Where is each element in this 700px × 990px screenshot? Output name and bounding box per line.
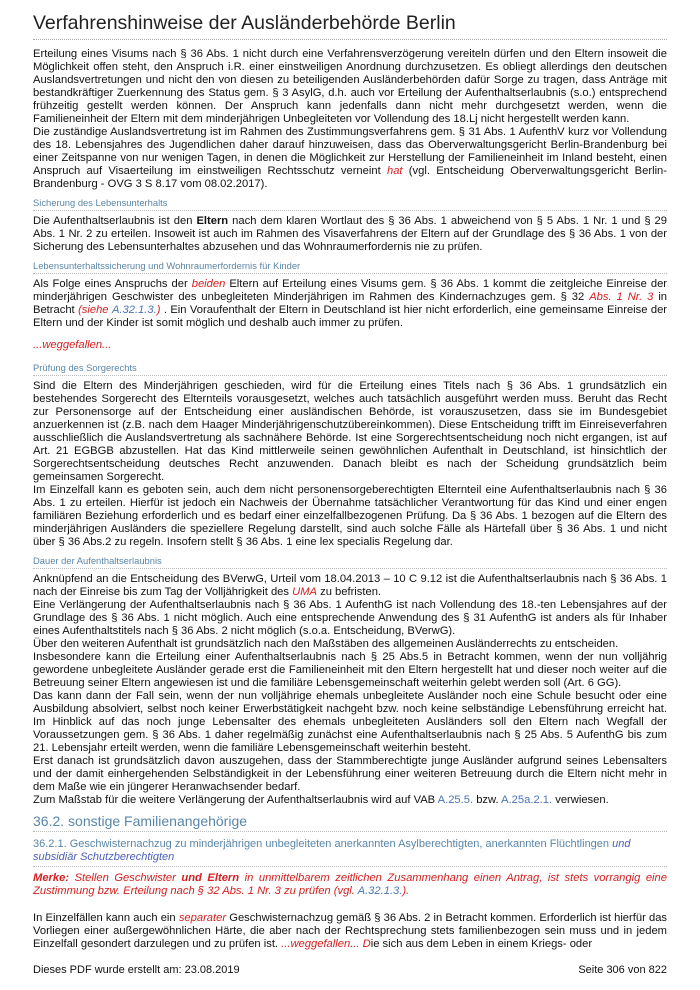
bold-text: und Eltern (181, 872, 240, 884)
removed-note: ...weggefallen... (33, 339, 112, 351)
paragraph (33, 278, 667, 330)
subheading-wohnraum: Lebensunterhaltssicherung und Wohnraumerfordernis für Kinder (33, 260, 667, 274)
text: . Ein Voraufenthalt der Eltern in Deutschland ist hier nicht erforderlich, eine gemeinsame Einreise der Eltern und der Kinder ist somit möglich und deshalb auch immer zu prüfen. (33, 304, 668, 329)
red-text: ) (156, 304, 161, 316)
text: zu befristen. (320, 586, 382, 598)
link-a25a-2-1[interactable]: A.25a.2.1. (501, 794, 553, 806)
link-a32-1-3[interactable]: A.32.1.3. (111, 304, 157, 316)
text: in unmittelbarem zeitlichen Zusammenhang einen Antrag, ist stets vorrangig eine Zustimmung bzw. Erteilung nach § 32 Abs. 1 Nr. 3 zu prüfen (vgl. (33, 872, 667, 897)
text: in Betracht (33, 291, 668, 316)
link-a25-5[interactable]: A.25.5. (437, 794, 474, 806)
section-heading: 36.2. sonstige Familienangehörige (33, 813, 667, 832)
red-text: UMA (292, 586, 317, 598)
text: Geschwisternachzug gemäß § 36 Abs. 2 in Betracht kommen. Erforderlich ist hierfür das Vorliegen einer außergewöhnlichen Härte, die aber nach der Rechtsprechung stets familienbezogen sein muss und in jedem Einzelfall gesondert darzulegen und zu prüfen ist. (33, 912, 668, 950)
text: Stellen Geschwister (74, 872, 176, 884)
subheading-lebensunterhalt: Sicherung des Lebensunterhalts (33, 197, 667, 211)
paragraph (33, 573, 667, 599)
bold-text: Eltern (196, 215, 229, 227)
text: Die zuständige Auslandsvertretung ist im Rahmen des Zustimmungsverfahrens gem. § 31 Abs. 1 AufenthV kurz vor Vollendung des 18. Lebensjahres des Jugendlichen daher darauf hinzuweisen, dass das Oberverwaltungsgericht Berlin-Brandenburg bei einer Zeitspanne von nur wenigen Tagen, in denen die Möglichkeit zur Herstellung der Familieneinheit im Inland besteht, einen Anspruch auf Visaerteilung im einstweiligen Rechtsschutz verneint (33, 126, 667, 177)
paragraph (33, 126, 667, 191)
page-title: Verfahrenshinweise der Ausländerbehörde Berlin (33, 12, 667, 40)
paragraph: Eine Verlängerung der Aufenthaltserlaubnis nach § 36 Abs. 1 AufenthG ist nach Vollendung des 18.-ten Lebensjahres auf der Grundlage des § 36 Abs. 1 nicht möglich. Auch eine entsprechende Anwendung des § 31 AufenthG ist anders als für Inhaber eines Aufenthaltstitels nach § 36 Abs. 2 nicht möglich (s.o.a. Entscheidung, BVerwG). (33, 599, 667, 637)
bold-text: Merke: (33, 872, 70, 884)
paragraph: Über den weiteren Aufenthalt ist grundsätzlich nach den Maßstäben des allgemeinen Ausländerrechts zu entscheiden. (33, 638, 619, 650)
paragraph: Erst danach ist grundsätzlich davon auszugehen, dass der Stammberechtigte junge Ausländer aufgrund seines Lebensalters und der damit einhergehenden Selbständigkeit in der Lebensführung einer weiteren Betreuung durch die Eltern nicht mehr in dem Maße wie ein jüngerer Heranwachsender bedarf. (33, 755, 667, 793)
subheading-dauer: Dauer der Aufenthaltserlaubnis (33, 555, 667, 569)
text: verwiesen. (555, 794, 609, 806)
text: Die Aufenthaltserlaubnis ist den (33, 215, 193, 227)
text: Anknüpfend an die Entscheidung des BVerwG, Urteil vom 18.04.2013 – 10 C 9.12 ist die Aufenthaltserlaubnis nach § 36 Abs. 1 nach der Einreise bis zum Tag der Volljährigkeit des (33, 573, 667, 598)
red-text: Abs. 1 Nr. 3 (589, 291, 654, 303)
paragraph: Erteilung eines Visums nach § 36 Abs. 1 nicht durch eine Verfahrensverzögerung vereiteln dürfen und den Eltern insoweit die Möglichkeit offen steht, den Anspruch i.R. einer einstweiligen Anordnung durchzusetzen. Es obliegt allerdings den deutschen Auslandsvertretungen und nicht den von diesen zu beteiligenden Ausländerbehörden dafür Sorge zu tragen, dass Anträge mit bestandkräftiger Zuerkennung des Status gem. § 3 AsylG, d.h. auch vor Erteilung der Aufenthaltserlaubnis (s.o.) entsprechend frühzeitig gestellt werden können. Der Anspruch kann jedenfalls dann nicht mehr durchgesetzt werden, wenn die Familieneinheit der Eltern mit dem minderjährigen Unbegleiteten vor Vollendung des 18.Lj nicht hergestellt werden kann. (33, 48, 667, 125)
paragraph (33, 215, 667, 254)
footer-page-number: Seite 306 von 822 (578, 964, 667, 976)
link-a32-1-3[interactable]: A.32.1.3. (357, 885, 403, 897)
text: Eltern auf Erteilung eines Visums gem. § 36 Abs. 1 kommt die zeitgleiche Einreise der minderjährigen Geschwister des unbegleiteten Minderjährigen im Rahmen des Kindernachzuges gem. § 32 (33, 278, 668, 303)
page-footer (33, 964, 667, 976)
paragraph (33, 912, 667, 951)
paragraph: Das kann dann der Fall sein, wenn der nun volljährige ehemals unbegleitete Ausländer noch eine Schule besucht oder eine Ausbildung absolviert, selbst noch keiner Erwerbstätigkeit nachgeht bzw. noch keine selbständige Lebensführung erreicht hat. Im Hinblick auf das noch junge Lebensalter des ehemals unbegleiteten Ausländers soll den Eltern nach Wegfall der Voraussetzungen gem. § 36 Abs. 1 daher regelmäßig zunächst eine Aufenthaltserlaubnis nach § 25 Abs. 5 AufenthG bis zum 21. Lebensjahr erteilt werden, wenn die familiäre Lebensgemeinschaft weiterhin besteht. (33, 690, 667, 754)
red-text: hat (386, 165, 403, 177)
paragraph (33, 794, 667, 807)
red-text: (siehe (78, 304, 109, 316)
paragraph: Im Einzelfall kann es geboten sein, auch dem nicht personensorgeberechtigten Elternteil eine Aufenthaltserlaubnis nach § 36 Abs. 1 zu erteilen. Hierfür ist jedoch ein Nachweis der Übernahme tatsächlicher Verantwortung für das Kind und einer engen familiären Beziehung erforderlich und es bedarf einer einzelfallbezogenen Prüfung. Da § 36 Abs. 1 bezogen auf die Eltern des minderjährigen Ausländers die speziellere Regelung darstellt, sind auch solche Fälle als Härtefall über § 36 Abs. 1 und nicht über § 36 Abs.2 zu regeln. Insofern stellt § 36 Abs. 1 eine lex specialis Regelung dar. (33, 484, 667, 548)
red-text: beiden (191, 278, 226, 290)
text: Als Folge eines Anspruchs der (33, 278, 188, 290)
document-page (33, 0, 667, 951)
red-text: ...weggefallen... D (281, 938, 371, 950)
italic-text: und subsidiär Schutzberechtigten (33, 838, 631, 863)
merke-note (33, 872, 667, 898)
text: ). (402, 885, 410, 897)
text: bzw. (476, 794, 499, 806)
paragraph: Sind die Eltern des Minderjährigen geschieden, wird für die Erteilung eines Titels nach § 36 Abs. 1 grundsätzlich ein bestehendes Sorgerecht des Elternteils vorausgesetzt, welches auch tatsächlich ausgeführt werden muss. Beruht das Recht zur Personensorge auf der Entscheidung einer ausländischen Behörde, ist vorauszusetzen, dass sie im Bundesgebiet anzuerkennen ist (z.B. nach dem Haager Minderjährigenschutzübereinkommen). Diese Entscheidung trifft im Einreiseverfahren ausschließlich die Auslandsvertretung als sachnähere Behörde. Ist eine Sorgerechtsentscheidung noch nicht ergangen, ist auf Art. 21 EGBGB abzustellen. Hat das Kind mittlerweile seinen gewöhnlichen Aufenthalt in Deutschland, ist hinsichtlich der Sorgerechtsentscheidung deutsches Recht anzuwenden. Danach bleibt es nach der Scheidung grundsätzlich beim gemeinsamen Sorgerecht. (33, 380, 667, 483)
footer-created-date: Dieses PDF wurde erstellt am: 23.08.2019 (33, 964, 240, 976)
subheading-sorgerecht: Prüfung des Sorgerechts (33, 362, 667, 376)
text: (vgl. Entscheidung Oberverwaltungsgericht Berlin-Brandenburg - OVG 3 S 8.17 vom 08.02.2017). (33, 165, 667, 190)
text: In Einzelfällen kann auch ein (33, 912, 176, 924)
red-text: separater (178, 912, 227, 924)
subsection-heading (33, 838, 667, 867)
text: Zum Maßstab für die weitere Verlängerung der Aufenthaltserlaubnis wird auf VAB (33, 794, 436, 806)
text: nach dem klaren Wortlaut des § 36 Abs. 1 abweichend von § 5 Abs. 1 Nr. 1 und § 29 Abs. 1 Nr. 2 zu erteilen. Insoweit ist auch im Rahmen des Visaverfahrens der Eltern auf der Grundlage des § 36 Abs. 1 von der Sicherung des Lebensunterhaltes abzusehen und das Wohnraumerfordernis nie zu prüfen. (33, 215, 667, 253)
text: ie sich aus dem Leben in einem Kriegs- oder (370, 938, 593, 950)
text: 36.2.1. Geschwisternachzug zu minderjährigen unbegleiteten anerkannten Asylberechtigten, anerkannten Flüchtlingen (33, 838, 610, 850)
paragraph: Insbesondere kann die Erteilung einer Aufenthaltserlaubnis nach § 25 Abs.5 in Betracht kommen, wenn der nun volljährig gewordene unbegleitete Ausländer gerade erst die Familieneinheit mit den Eltern hergestellt hat und dieser noch weiter auf die Betreuung seiner Eltern angewiesen ist und die familiäre Lebensgemeinschaft weiterhin gelebt werden soll (Art. 6 GG). (33, 651, 667, 689)
